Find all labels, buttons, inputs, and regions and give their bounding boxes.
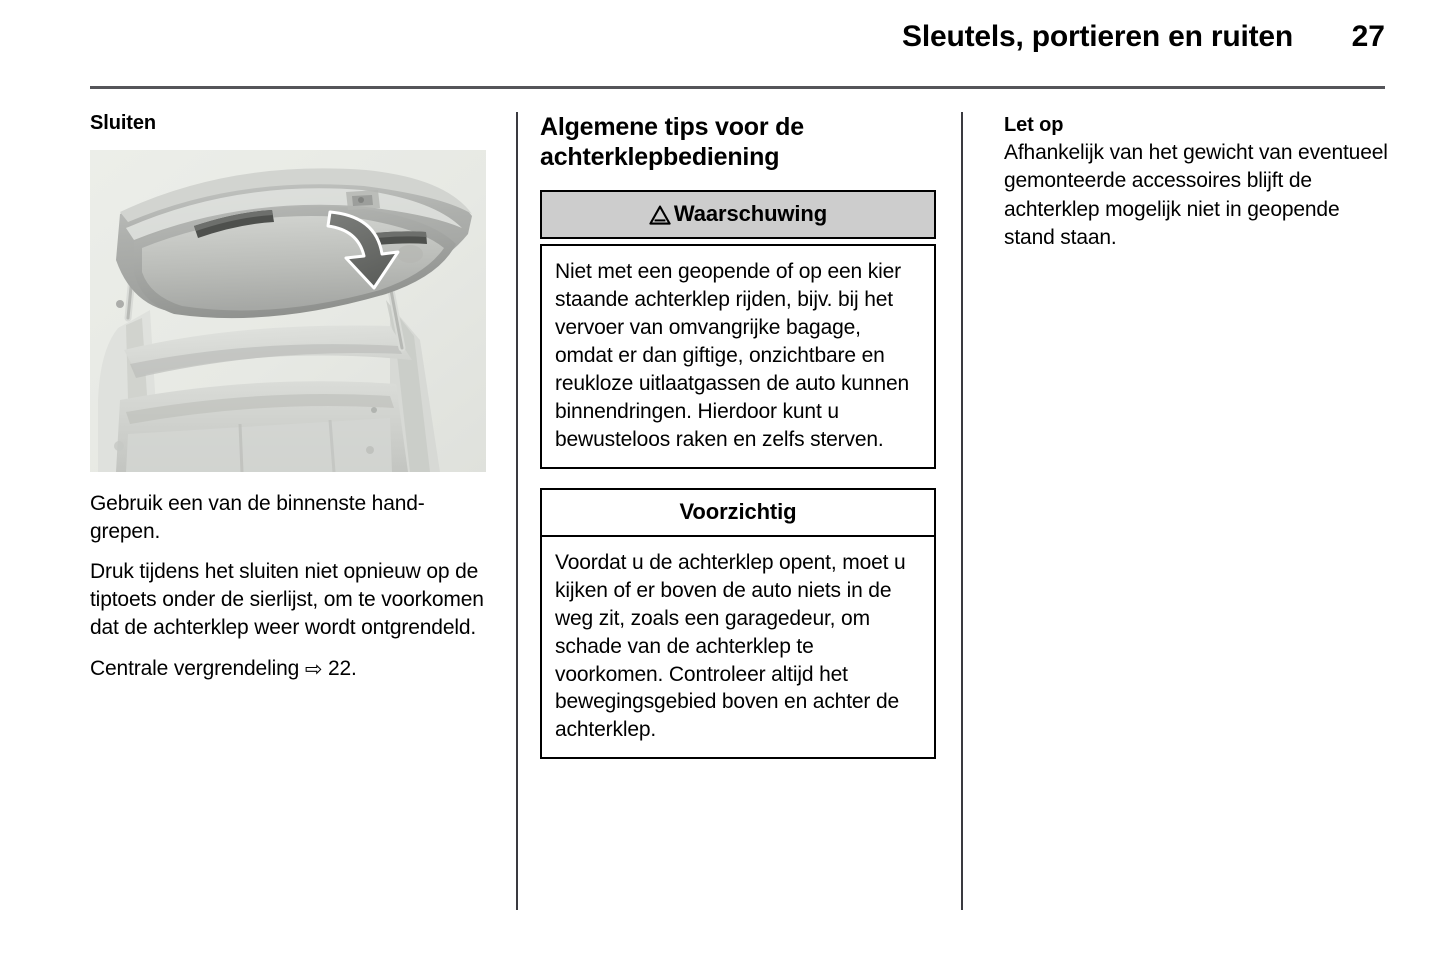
column-divider-2 <box>961 112 963 910</box>
chapter-title: Sleutels, portieren en ruiten <box>902 20 1293 53</box>
cross-reference-central-locking <box>90 655 488 683</box>
cross-reference-label: Centrale vergrendeling <box>90 657 300 681</box>
right-arrow-icon: ⇨ <box>304 658 323 682</box>
page-header <box>90 22 1385 74</box>
section-heading-sluiten: Sluiten <box>90 112 156 134</box>
caution-notice-text: Voordat u de achterklep opent, moet u kijken of er boven de auto niets in de weg zit, zoals een garagedeur, om schade van de achterklep te voorkomen. Controleer altijd het bewegingsgebied boven en achter de achterklep. <box>555 550 906 742</box>
cross-reference-page: 22. <box>328 657 357 681</box>
caution-notice <box>540 488 936 760</box>
caution-notice-title: Voorzichtig <box>679 498 797 524</box>
warning-triangle-icon <box>649 205 671 225</box>
column-divider-1 <box>516 112 518 910</box>
column-two <box>540 112 936 759</box>
open-tailgate-illustration <box>90 150 486 472</box>
header-rule <box>90 86 1385 89</box>
column-one <box>90 112 488 683</box>
warning-notice <box>540 190 936 469</box>
warning-notice-title: Waarschuwing <box>673 201 828 226</box>
caution-notice-body <box>540 537 936 759</box>
note-heading-let-op: Let op <box>1004 114 1064 136</box>
section-heading-algemene-tips: Algemene tips voor de achterklepbediening <box>540 113 804 171</box>
warning-notice-body <box>540 244 936 468</box>
paragraph-handles: Gebruik een van de binnenste hand-grepen. <box>90 491 425 543</box>
warning-notice-header <box>540 190 936 239</box>
warning-notice-text: Niet met een geopende of op een kier staande achterklep rijden, bijv. bij het vervoer van omvangrijke bagage, omdat er dan giftige, onzichtbare en reukloze uitlaatgassen de auto kunnen binnendringen. Hierdoor kunt u bewusteloos raken en zelfs sterven. <box>555 260 910 451</box>
column-three <box>1004 112 1394 252</box>
page-number: 27 <box>1351 20 1385 53</box>
paragraph-tiptoets: Druk tijdens het sluiten niet opnieuw op de tiptoets onder de sierlijst, om te voorkomen dat de achterklep weer wordt ontgrendeld. <box>90 560 484 640</box>
note-text: Afhankelijk van het gewicht van eventueel gemonteerde accessoires blijft de achterklep mogelijk niet in geopende stand staan. <box>1004 141 1388 250</box>
caution-notice-header <box>540 488 936 537</box>
